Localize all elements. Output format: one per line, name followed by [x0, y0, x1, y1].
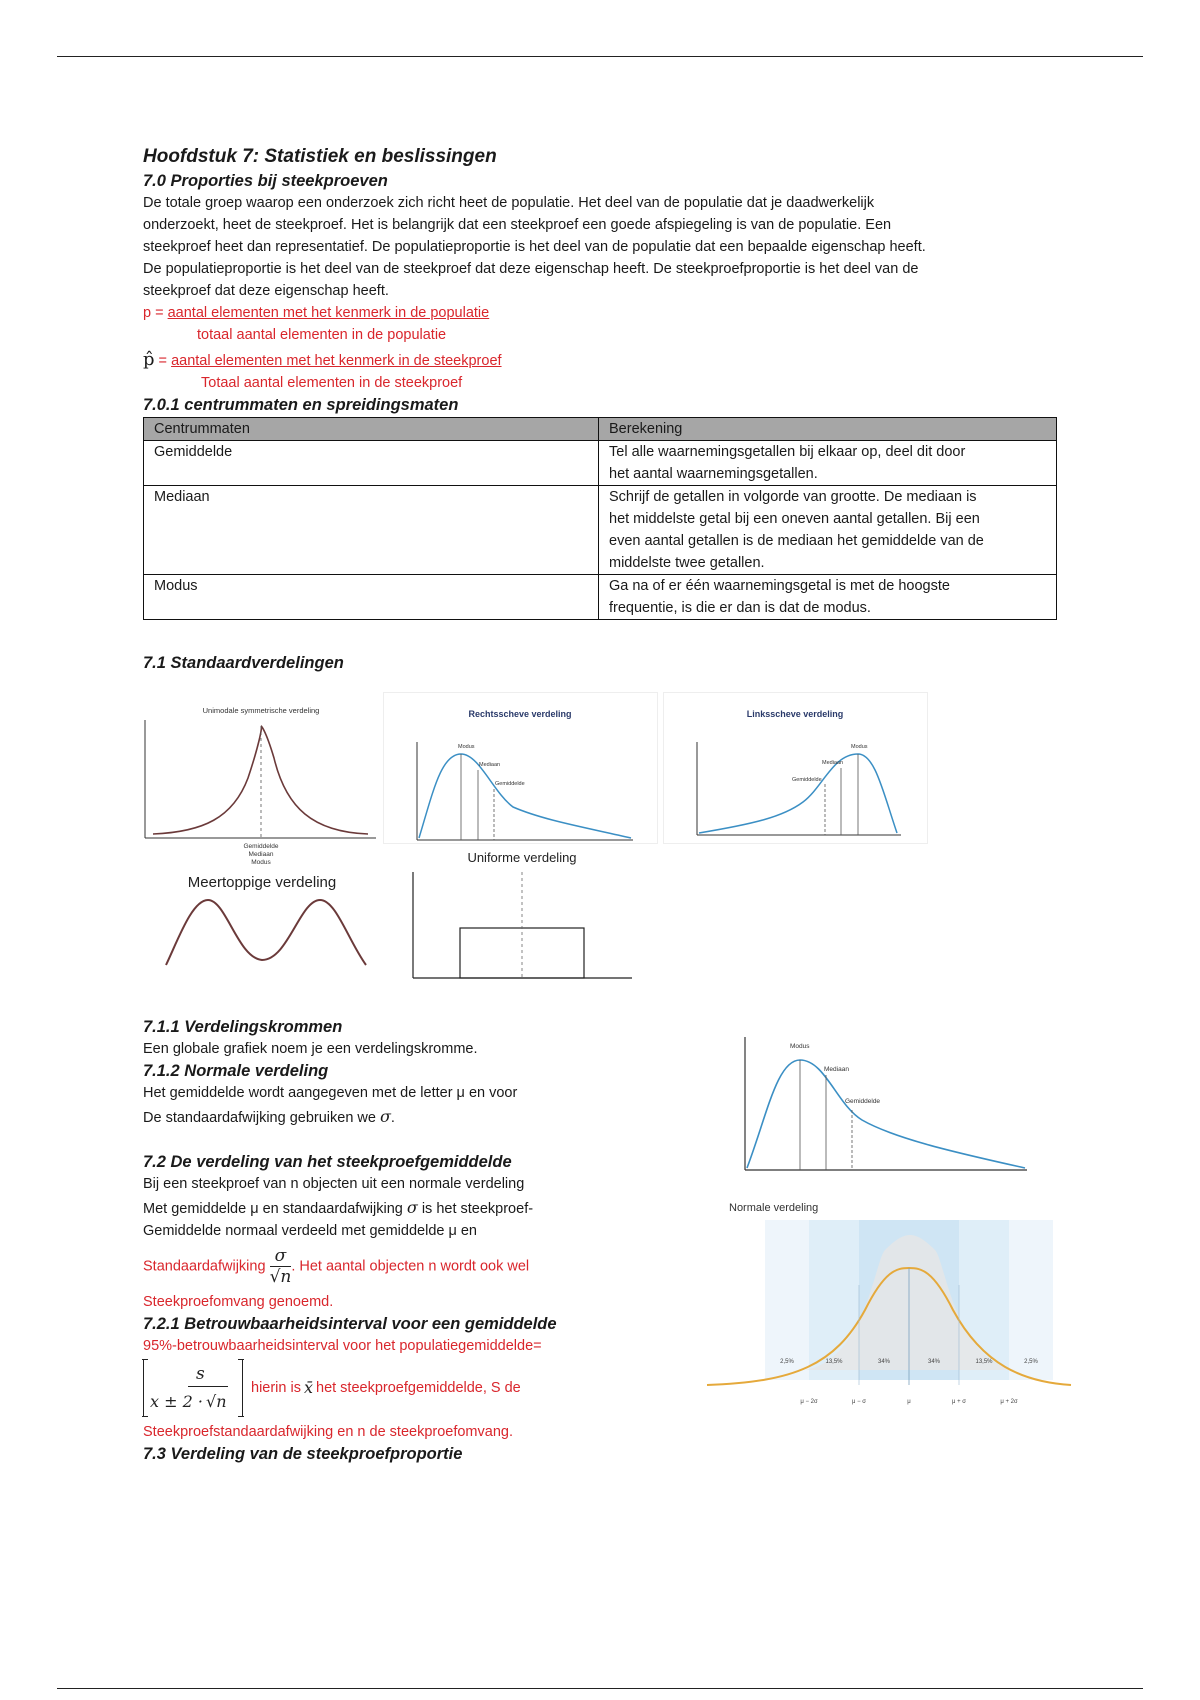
cell-line: frequentie, is die er dan is dat de modus.	[609, 600, 871, 616]
section-7-2-heading: 7.2 De verdeling van het steekproefgemiddelde	[143, 1153, 512, 1171]
line-text: De standaardafwijking gebruiken we	[143, 1110, 380, 1126]
section-7-0-heading: 7.0 Proporties bij steekproeven	[143, 172, 388, 190]
table-header-cell: Berekening	[599, 418, 1057, 441]
paragraph-line: onderzoekt, heet de steekproef. Het is belangrijk dat een steekproef een goede afspiegeling is van de populatie. Een	[143, 217, 892, 233]
line-text: . Het aantal objecten n wordt ook wel	[291, 1258, 530, 1275]
band-outer-left	[765, 1220, 809, 1380]
figure-title: Rechtsscheve verdeling	[468, 709, 572, 719]
p-hat-symbol: p̂	[143, 349, 155, 370]
label-gemiddelde: Gemiddelde	[243, 843, 279, 850]
figure-title: Uniforme verdeling	[467, 850, 577, 865]
table-row	[144, 575, 1057, 620]
percent-label: 13,5%	[825, 1359, 843, 1365]
right-skewed-large-figure	[697, 1025, 1062, 1180]
table-row	[144, 441, 1057, 486]
line-text: Standaardafwijking	[143, 1258, 270, 1275]
paragraph-line: De populatieproportie is het deel van de steekproef dat deze eigenschap heeft. De steekproefproportie is het deel van de	[143, 261, 919, 277]
paragraph-line: 95%-betrouwbaarheidsinterval voor het populatiegemiddelde=	[143, 1338, 542, 1354]
p-denominator: totaal aantal elementen in de populatie	[197, 327, 447, 343]
table-cell	[599, 486, 1057, 575]
table-cell	[599, 575, 1057, 620]
centrummaten-table	[143, 417, 1057, 620]
label-mediaan: Mediaan	[824, 1066, 849, 1073]
line-text: .	[390, 1110, 395, 1126]
bottom-rule	[57, 1688, 1143, 1689]
line-text: Met gemiddelde μ en standaardafwijking	[143, 1201, 407, 1217]
uniform-figure	[410, 848, 635, 983]
table-cell: Modus	[144, 575, 599, 620]
line-text: is het steekproef-	[417, 1201, 534, 1217]
paragraph-line: steekproef heet dan representatief. De populatieproportie is het deel van de populatie dat een bepaalde eigenschap heeft.	[143, 239, 926, 255]
x-bar-symbol: x̄	[303, 1378, 313, 1397]
axis-label: μ	[907, 1399, 911, 1405]
percent-label: 2,5%	[1024, 1359, 1038, 1365]
bracket-corner	[142, 1416, 148, 1417]
section-7-2-1-heading: 7.2.1 Betrouwbaarheidsinterval voor een gemiddelde	[143, 1315, 557, 1333]
fraction-denominator: √n	[269, 1267, 292, 1287]
symmetric-distribution-figure	[143, 698, 378, 873]
label-mediaan: Mediaan	[822, 760, 844, 766]
document-content	[143, 144, 1063, 620]
paragraph-line	[143, 1106, 643, 1129]
label-modus: Modus	[790, 1043, 810, 1050]
p-numerator: aantal elementen met het kenmerk in de populatie	[167, 305, 490, 321]
bracket-corner	[238, 1416, 244, 1417]
figure-title: Unimodale symmetrische verdeling	[202, 706, 320, 715]
cell-line: het aantal waarnemingsgetallen.	[609, 466, 818, 482]
standard-error-line	[143, 1246, 643, 1287]
cell-line: Schrijf de getallen in volgorde van grootte. De mediaan is	[609, 489, 977, 505]
figure-title: Normale verdeling	[729, 1202, 819, 1214]
axis-label: μ + 2σ	[1000, 1399, 1018, 1405]
distribution-curve	[166, 900, 366, 965]
paragraph-line: steekproef dat deze eigenschap heeft.	[143, 283, 389, 299]
bracket-corner	[238, 1359, 244, 1360]
line-text: het steekproefgemiddelde, S de	[316, 1380, 521, 1396]
percent-label: 34%	[927, 1359, 941, 1365]
distribution-curve	[747, 1060, 1025, 1168]
confidence-interval-formula	[143, 1359, 643, 1417]
formula-numerator: s	[196, 1364, 205, 1384]
label-modus: Modus	[458, 744, 475, 750]
formula-denominator: √n	[206, 1392, 227, 1411]
axis-label: μ − σ	[852, 1399, 866, 1405]
formula-base: x ± 2 ·	[150, 1392, 203, 1411]
label-gemiddelde: Gemiddelde	[845, 1098, 881, 1105]
label-mediaan: Mediaan	[479, 762, 501, 768]
p-hat-denominator: Totaal aantal elementen in de steekproef	[201, 375, 463, 391]
fraction-numerator: σ	[274, 1246, 287, 1266]
sigma-symbol: σ	[406, 1198, 418, 1217]
paragraph-line: Bij een steekproef van n objecten uit een normale verdeling	[143, 1176, 525, 1192]
label-mediaan: Mediaan	[248, 851, 274, 858]
fraction-bar	[188, 1386, 228, 1387]
bracket-corner	[142, 1359, 148, 1360]
sigma-over-root-n	[270, 1246, 292, 1287]
paragraph-line: De totale groep waarop een onderzoek zich richt heet de populatie. Het deel van de populatie dat je daadwerkelijk	[143, 195, 875, 211]
section-7-1-2-heading: 7.1.2 Normale verdeling	[143, 1062, 329, 1080]
axis-label: μ + σ	[952, 1399, 966, 1405]
cell-line: middelste twee getallen.	[609, 555, 765, 571]
cell-line: het middelste getal bij een oneven aantal getallen. Bij een	[609, 511, 980, 527]
label-modus: Modus	[251, 859, 271, 866]
label-gemiddelde: Gemiddelde	[792, 777, 822, 783]
axis-label: μ − 2σ	[800, 1399, 818, 1405]
sample-proportion-formula	[143, 349, 1063, 372]
line-text: hierin is	[251, 1380, 301, 1396]
sigma-symbol: σ	[379, 1107, 391, 1126]
table-row	[144, 486, 1057, 575]
label-modus: Modus	[851, 744, 868, 750]
percent-label: 13,5%	[975, 1359, 993, 1365]
paragraph-line: Het gemiddelde wordt aangegeven met de letter μ en voor	[143, 1085, 518, 1101]
section-7-1-1-heading: 7.1.1 Verdelingskrommen	[143, 1018, 343, 1036]
band-outer-right	[1009, 1220, 1053, 1380]
multimodal-figure	[150, 870, 380, 975]
section-7-1-heading: 7.1 Standaardverdelingen	[143, 654, 344, 672]
paragraph-line: Een globale grafiek noem je een verdelingskromme.	[143, 1041, 478, 1057]
formula-bracket	[143, 1359, 243, 1417]
percent-label: 34%	[877, 1359, 891, 1365]
table-cell	[599, 441, 1057, 486]
right-skewed-figure	[383, 692, 658, 844]
figure-title: Linksscheve verdeling	[746, 709, 844, 719]
chapter-title: Hoofdstuk 7: Statistiek en beslissingen	[143, 146, 497, 167]
paragraph-line: Steekproefomvang genoemd.	[143, 1294, 334, 1310]
table-header-row	[144, 418, 1057, 441]
population-proportion-formula	[143, 302, 1063, 324]
left-skewed-figure	[663, 692, 928, 844]
section-7-0-1-heading: 7.0.1 centrummaten en spreidingsmaten	[143, 396, 459, 414]
lower-text-block	[143, 1016, 643, 1465]
top-rule	[57, 56, 1143, 57]
section-7-3-heading: 7.3 Verdeling van de steekproefproportie	[143, 1445, 463, 1463]
cell-line: Ga na of er één waarnemingsgetal is met de hoogste	[609, 578, 950, 594]
paragraph-line: Steekproefstandaardafwijking en n de steekproefomvang.	[143, 1424, 513, 1440]
table-header-cell: Centrummaten	[144, 418, 599, 441]
normal-distribution-figure	[705, 1190, 1075, 1415]
paragraph-line	[143, 1197, 643, 1220]
p-symbol: p =	[143, 305, 168, 321]
cell-line: even aantal getallen is de mediaan het gemiddelde van de	[609, 533, 984, 549]
table-cell: Mediaan	[144, 486, 599, 575]
equals-sign: =	[154, 353, 172, 369]
label-gemiddelde: Gemiddelde	[495, 781, 525, 787]
distribution-curve	[153, 726, 368, 834]
table-cell: Gemiddelde	[144, 441, 599, 486]
percent-label: 2,5%	[780, 1359, 794, 1365]
paragraph-line: Gemiddelde normaal verdeeld met gemiddelde μ en	[143, 1223, 477, 1239]
cell-line: Tel alle waarnemingsgetallen bij elkaar op, deel dit door	[609, 444, 966, 460]
figure-title: Meertoppige verdeling	[187, 874, 337, 891]
p-hat-numerator: aantal elementen met het kenmerk in de steekproef	[171, 353, 502, 369]
